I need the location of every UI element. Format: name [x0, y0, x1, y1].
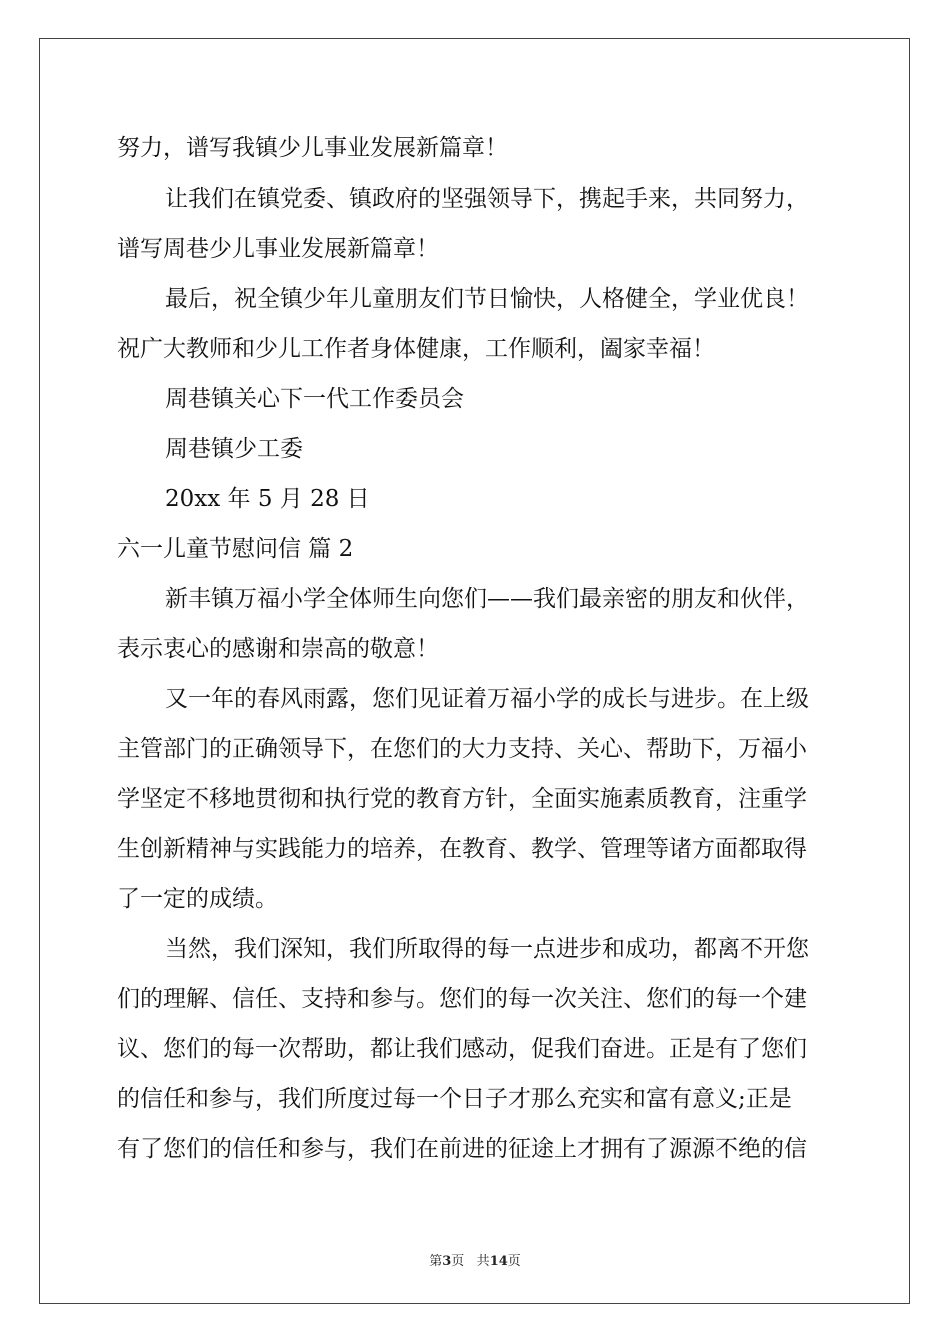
text-line: 主管部门的正确领导下，在您们的大力支持、关心、帮助下，万福小: [117, 736, 807, 762]
text-line: 议、您们的每一次帮助，都让我们感动，促我们奋进。正是有了您们: [117, 1036, 807, 1062]
page-border: [39, 38, 910, 1304]
page-number: 3: [442, 1254, 452, 1269]
total-prefix: 共: [476, 1254, 490, 1269]
total-pages: 14: [489, 1254, 508, 1269]
total-suffix: 页: [507, 1254, 521, 1269]
page-prefix: 第: [429, 1254, 443, 1269]
text-line: 让我们在镇党委、镇政府的坚强领导下，携起手来，共同努力，: [165, 186, 809, 212]
page-footer: [0, 1250, 950, 1269]
text-line: 有了您们的信任和参与，我们在前进的征途上才拥有了源源不绝的信: [117, 1136, 807, 1162]
section-title: 六一儿童节慰问信 篇 2: [117, 536, 354, 562]
text-line: 学坚定不移地贯彻和执行党的教育方针，全面实施素质教育，注重学: [117, 786, 807, 812]
text-line: 生创新精神与实践能力的培养，在教育、教学、管理等诸方面都取得: [117, 836, 807, 862]
signature-line: 周巷镇少工委: [165, 436, 303, 462]
text-line: 又一年的春风雨露，您们见证着万福小学的成长与进步。在上级: [165, 686, 809, 712]
text-line: 的信任和参与，我们所度过每一个日子才那么充实和富有意义;正是: [117, 1086, 792, 1112]
text-line: 们的理解、信任、支持和参与。您们的每一次关注、您们的每一个建: [117, 986, 807, 1012]
text-line: 最后，祝全镇少年儿童朋友们节日愉快，人格健全，学业优良！: [165, 286, 809, 312]
text-line: 谱写周巷少儿事业发展新篇章！: [117, 236, 439, 262]
text-line: 当然，我们深知，我们所取得的每一点进步和成功，都离不开您: [165, 936, 809, 962]
text-line: 表示衷心的感谢和崇高的敬意！: [117, 636, 439, 662]
text-line: 新丰镇万福小学全体师生向您们——我们最亲密的朋友和伙伴，: [165, 586, 809, 612]
date-line: 20xx 年 5 月 28 日: [165, 486, 370, 512]
signature-line: 周巷镇关心下一代工作委员会: [165, 386, 464, 412]
text-line: 努力，谱写我镇少儿事业发展新篇章！: [117, 135, 508, 161]
text-line: 了一定的成绩。: [117, 886, 278, 912]
page-suffix: 页: [451, 1254, 465, 1269]
text-line: 祝广大教师和少儿工作者身体健康，工作顺利，阖家幸福！: [117, 336, 715, 362]
